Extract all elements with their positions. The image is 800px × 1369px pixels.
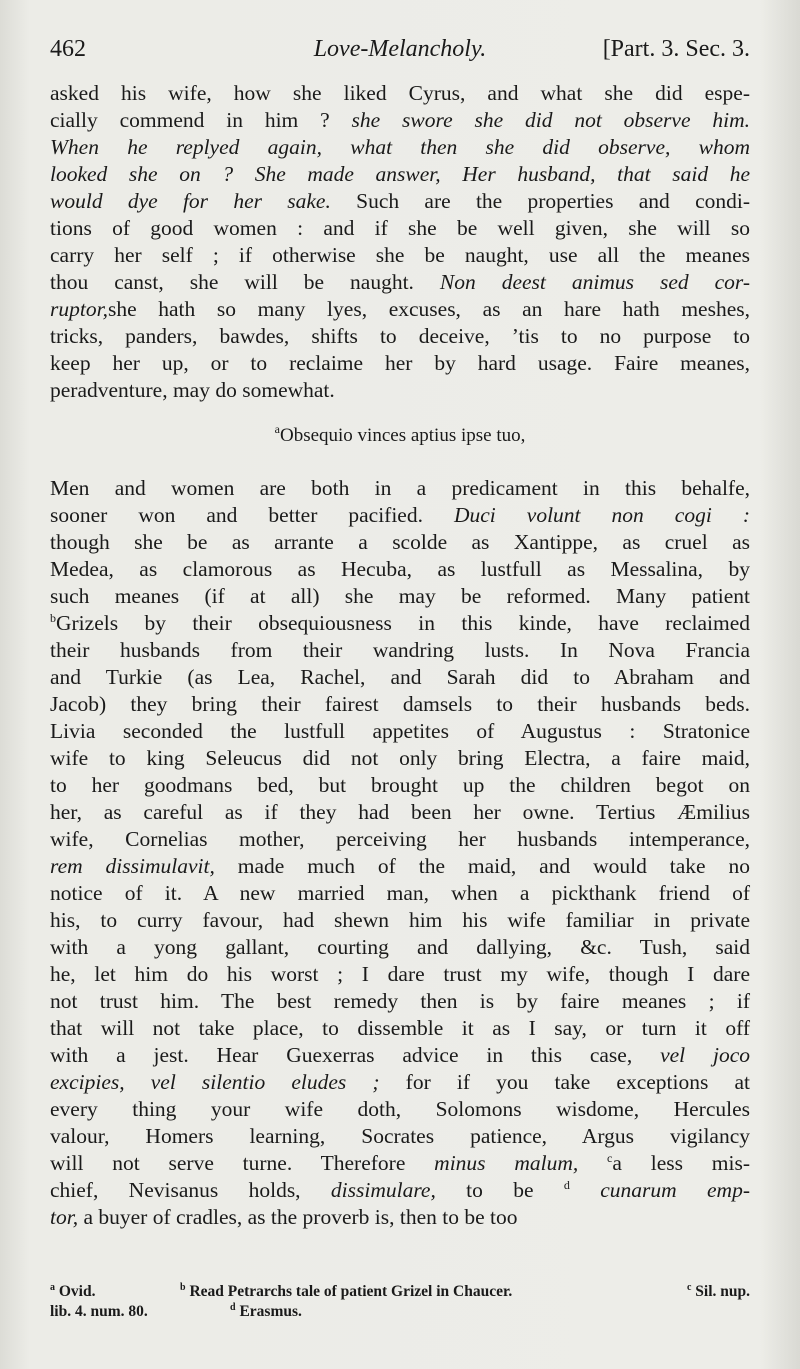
text-line xyxy=(50,161,750,188)
italic-text-run: vel joco xyxy=(660,1043,750,1067)
text-line xyxy=(50,745,750,772)
text-line xyxy=(50,350,750,377)
body-text xyxy=(50,80,750,1231)
footnote-marker: b xyxy=(50,611,56,625)
footnote-a xyxy=(50,1282,95,1302)
text-run: valour, Homers learning, Socrates patience, Argus vigilancy xyxy=(50,1124,750,1148)
text-line xyxy=(50,718,750,745)
footnote-a-continued: lib. 4. num. 80. xyxy=(50,1303,148,1320)
text-run: tions of good women : and if she be well given, she will so xyxy=(50,216,750,240)
text-line xyxy=(50,296,750,323)
text-line xyxy=(50,107,750,134)
footnote-a-marker: a xyxy=(50,1282,55,1293)
text-line xyxy=(50,826,750,853)
text-run: thou canst, she will be naught. xyxy=(50,270,440,294)
text-line xyxy=(50,242,750,269)
quotation-text: Obsequio vinces aptius ipse tuo, xyxy=(279,425,526,446)
text-line xyxy=(50,377,750,404)
text-line xyxy=(50,934,750,961)
text-run: Jacob) they bring their fairest damsels to their husbands beds. xyxy=(50,692,750,716)
text-run: will not serve turne. Therefore xyxy=(50,1151,435,1175)
text-line xyxy=(50,1150,750,1177)
footnote-c-text: Sil. nup. xyxy=(695,1283,750,1300)
text-run: notice of it. A new married man, when a pickthank friend of xyxy=(50,881,750,905)
text-line xyxy=(50,1204,750,1231)
text-line xyxy=(50,1096,750,1123)
text-line xyxy=(50,1069,750,1096)
text-run: Men and women are both in a predicament in this behalfe, xyxy=(50,476,750,500)
text-line xyxy=(50,556,750,583)
footnote-d-marker: d xyxy=(230,1302,236,1313)
text-run: every thing your wife doth, Solomons wisdome, Hercules xyxy=(50,1097,750,1121)
text-line xyxy=(50,907,750,934)
text-line xyxy=(50,583,750,610)
text-line xyxy=(50,691,750,718)
text-run: she hath so many lyes, excuses, as an hare hath meshes, xyxy=(107,297,750,321)
text-line xyxy=(50,323,750,350)
footnote-marker: d xyxy=(563,1178,570,1192)
text-line xyxy=(50,961,750,988)
text-line xyxy=(50,772,750,799)
text-run: not trust him. The best remedy then is by faire meanes ; if xyxy=(50,989,750,1013)
text-run: wife to king Seleucus did not only bring Electra, a faire maid, xyxy=(50,746,750,770)
footnote-b-text: Read Petrarchs tale of patient Grizel in Chaucer. xyxy=(189,1283,513,1300)
footnote-marker: a xyxy=(274,422,280,436)
text-line xyxy=(50,799,750,826)
footnote-b-marker: b xyxy=(180,1282,186,1293)
text-run: her, as careful as if they had been her owne. Tertius Æmilius xyxy=(50,800,750,824)
italic-text-run: Duci volunt non cogi : xyxy=(453,503,750,527)
text-run: to be xyxy=(435,1178,564,1202)
text-run: though she be as arrante a scolde as Xantippe, as cruel as xyxy=(50,530,750,554)
text-run: cially commend in him ? xyxy=(50,108,352,132)
text-run: asked his wife, how she liked Cyrus, and what she did espe- xyxy=(50,81,750,105)
italic-text-run: minus malum, xyxy=(434,1151,579,1175)
page-number: 462 xyxy=(50,36,86,62)
running-header xyxy=(50,36,750,70)
text-line xyxy=(50,1123,750,1150)
text-run: chief, Nevisanus holds, xyxy=(50,1178,331,1202)
italic-text-run: she swore she did not observe him. xyxy=(351,108,750,132)
paragraph-1 xyxy=(50,80,750,404)
text-run: he, let him do his worst ; I dare trust my wife, though I dare xyxy=(50,962,750,986)
text-line xyxy=(50,269,750,296)
text-run: to her goodmans bed, but brought up the children begot on xyxy=(50,773,750,797)
text-run: Such are the properties and condi- xyxy=(330,189,750,213)
text-run: sooner won and better pacified. xyxy=(50,503,454,527)
text-run: carry her self ; if otherwise she be naught, use all the meanes xyxy=(50,243,750,267)
text-line xyxy=(50,215,750,242)
footnote-marker: c xyxy=(607,1151,613,1165)
footnote-a-text: Ovid. xyxy=(58,1283,96,1300)
text-run: their husbands from their wandring lusts. In Nova Francia xyxy=(50,638,750,662)
text-line xyxy=(50,853,750,880)
text-run: that will not take place, to dissemble it as I say, or turn it off xyxy=(50,1016,750,1040)
paragraph-2 xyxy=(50,475,750,1231)
text-line xyxy=(50,880,750,907)
text-line xyxy=(50,529,750,556)
text-line xyxy=(50,80,750,107)
italic-text-run: cunarum emp- xyxy=(569,1178,750,1202)
text-run: with a jest. Hear Guexerras advice in this case, xyxy=(50,1043,661,1067)
text-line xyxy=(50,610,750,637)
text-run: such meanes (if at all) she may be reformed. Many patient xyxy=(50,584,750,608)
italic-text-run: When he replyed again, what then she did observe, whom xyxy=(50,135,750,159)
text-run: Grizels by their obsequiousness in this kinde, have reclaimed xyxy=(56,611,750,635)
text-line xyxy=(50,188,750,215)
italic-text-run: excipies, vel silentio eludes ; xyxy=(50,1070,380,1094)
italic-text-run: dissimulare, xyxy=(330,1178,436,1202)
text-line xyxy=(50,1042,750,1069)
text-line xyxy=(50,475,750,502)
text-run: his, to curry favour, had shewn him his wife familiar in private xyxy=(50,908,750,932)
text-line xyxy=(50,1015,750,1042)
text-run: with a yong gallant, courting and dallying, &c. Tush, said xyxy=(50,935,750,959)
footnote-d xyxy=(230,1302,302,1322)
text-run: peradventure, may do somewhat. xyxy=(50,378,335,402)
text-run: made much of the maid, and would take no xyxy=(214,854,750,878)
footnote-d-text: Erasmus. xyxy=(239,1303,302,1320)
text-run: Medea, as clamorous as Hecuba, as lustfull as Messalina, by xyxy=(50,557,750,581)
text-line xyxy=(50,637,750,664)
italic-text-run: would dye for her sake. xyxy=(50,189,331,213)
text-run: tricks, panders, bawdes, shifts to deceive, ’tis to no purpose to xyxy=(50,324,750,348)
text-run: and Turkie (as Lea, Rachel, and Sarah did to Abraham and xyxy=(50,665,750,689)
footnote-c xyxy=(687,1282,750,1302)
text-line xyxy=(50,1177,750,1204)
italic-text-run: tor, xyxy=(50,1205,79,1229)
italic-text-run: looked she on ? She made answer, Her husband, that said he xyxy=(50,162,750,186)
running-title: Love-Melancholy. xyxy=(313,36,487,62)
text-run: a buyer of cradles, as the proverb is, then to be too xyxy=(78,1205,518,1229)
footnote-c-marker: c xyxy=(686,1282,692,1293)
italic-text-run: ruptor, xyxy=(50,297,108,321)
text-run: wife, Cornelias mother, perceiving her husbands intemperance, xyxy=(50,827,750,851)
footnote-b xyxy=(180,1282,512,1302)
section-reference: [Part. 3. Sec. 3. xyxy=(602,36,750,62)
italic-text-run: Non deest animus sed cor- xyxy=(439,270,750,294)
text-line xyxy=(50,134,750,161)
text-run: for if you take exceptions at xyxy=(379,1070,750,1094)
text-run: a less mis- xyxy=(612,1151,750,1175)
text-run xyxy=(578,1151,607,1175)
text-line xyxy=(50,664,750,691)
text-run: Livia seconded the lustfull appetites of Augustus : Stratonice xyxy=(50,719,750,743)
italic-text-run: rem dissimulavit, xyxy=(50,854,215,878)
verse-quotation xyxy=(50,422,750,449)
text-line xyxy=(50,988,750,1015)
text-run: keep her up, or to reclaime her by hard usage. Faire meanes, xyxy=(50,351,750,375)
text-line xyxy=(50,502,750,529)
